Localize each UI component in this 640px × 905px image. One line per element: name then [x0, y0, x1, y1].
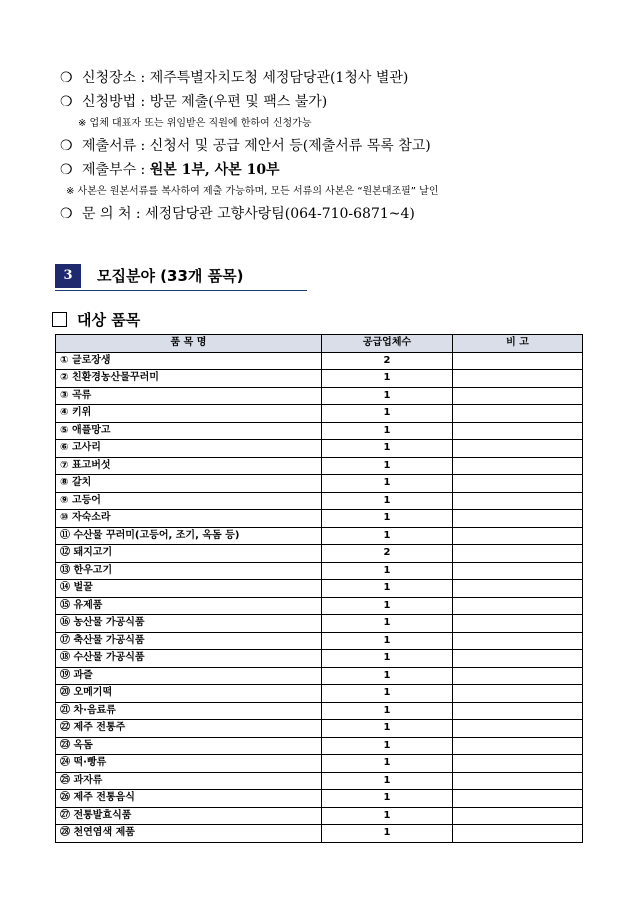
table-header-row	[56, 335, 583, 353]
remarks-cell	[453, 580, 583, 598]
table-row	[56, 737, 583, 755]
table-row	[56, 562, 583, 580]
remarks-cell	[453, 387, 583, 405]
supplier-count-cell: 1	[322, 755, 453, 773]
supplier-count-cell: 2	[322, 352, 453, 370]
supplier-count-cell: 1	[322, 422, 453, 440]
info-method: ❍ 신청방법 : 방문 제출(우편 및 팩스 불가)	[60, 90, 600, 114]
circle-bullet-icon: ❍	[60, 162, 73, 178]
table-row	[56, 387, 583, 405]
remarks-cell	[453, 422, 583, 440]
info-location: ❍ 신청장소 : 제주특별자치도청 세정담당관(1청사 별관)	[60, 66, 600, 90]
info-copies-note: ※ 사본은 원본서류를 복사하여 제출 가능하며, 모든 서류의 사본은 “원본대조필” 날인	[66, 186, 439, 197]
items-table	[55, 334, 583, 843]
table-row	[56, 527, 583, 545]
info-documents: ❍ 제출서류 : 신청서 및 공급 제안서 등(제출서류 목록 참고)	[60, 134, 600, 158]
supplier-count-cell: 1	[322, 492, 453, 510]
supplier-count-cell: 1	[322, 667, 453, 685]
item-name-cell: ⑰ 축산물 가공식품	[56, 632, 322, 650]
remarks-cell	[453, 755, 583, 773]
table-row	[56, 772, 583, 790]
remarks-cell	[453, 632, 583, 650]
remarks-cell	[453, 405, 583, 423]
table-row	[56, 790, 583, 808]
supplier-count-cell: 1	[322, 580, 453, 598]
info-contact: ❍ 문 의 처 : 세정담당관 고향사랑팀(064-710-6871~4)	[60, 202, 600, 226]
supplier-count-cell: 1	[322, 772, 453, 790]
supplier-count-cell: 1	[322, 387, 453, 405]
remarks-cell	[453, 352, 583, 370]
remarks-cell	[453, 597, 583, 615]
table-row	[56, 440, 583, 458]
table-row	[56, 667, 583, 685]
application-info	[60, 66, 600, 226]
remarks-cell	[453, 457, 583, 475]
supplier-count-cell: 1	[322, 615, 453, 633]
supplier-count-cell: 1	[322, 527, 453, 545]
item-name-cell: ㉕ 과자류	[56, 772, 322, 790]
item-name-cell: ⑭ 벌꿀	[56, 580, 322, 598]
table-row	[56, 650, 583, 668]
remarks-cell	[453, 527, 583, 545]
table-row	[56, 615, 583, 633]
supplier-count-cell: 1	[322, 405, 453, 423]
table-row	[56, 510, 583, 528]
table-row	[56, 580, 583, 598]
item-name-cell: ⑬ 한우고기	[56, 562, 322, 580]
circle-bullet-icon: ❍	[60, 70, 73, 86]
copies-value: 원본 1부, 사본 10부	[149, 162, 280, 178]
item-name-cell: ⑳ 오메기떡	[56, 685, 322, 703]
table-row	[56, 702, 583, 720]
supplier-count-cell: 1	[322, 650, 453, 668]
info-copies: ❍ 제출부수 : 원본 1부, 사본 10부	[60, 158, 600, 182]
item-name-cell: ⑫ 돼지고기	[56, 545, 322, 563]
circle-bullet-icon: ❍	[60, 206, 73, 222]
table-row	[56, 597, 583, 615]
supplier-count-cell: 1	[322, 562, 453, 580]
item-name-cell: ㉓ 옥돔	[56, 737, 322, 755]
circle-bullet-icon: ❍	[60, 94, 73, 110]
supplier-count-cell: 1	[322, 825, 453, 843]
item-name-cell: ⑥ 고사리	[56, 440, 322, 458]
supplier-count-cell: 1	[322, 790, 453, 808]
item-name-cell: ㉒ 제주 전통주	[56, 720, 322, 738]
item-name-cell: ⑮ 유제품	[56, 597, 322, 615]
table-row	[56, 492, 583, 510]
header-supplier-count: 공급업체수	[322, 335, 453, 353]
remarks-cell	[453, 790, 583, 808]
item-name-cell: ⑯ 농산물 가공식품	[56, 615, 322, 633]
header-item-name: 품 목 명	[56, 335, 322, 353]
supplier-count-cell: 2	[322, 545, 453, 563]
table-row	[56, 807, 583, 825]
supplier-count-cell: 1	[322, 510, 453, 528]
remarks-cell	[453, 562, 583, 580]
supplier-count-cell: 1	[322, 597, 453, 615]
circle-bullet-icon: ❍	[60, 138, 73, 154]
table-row	[56, 352, 583, 370]
supplier-count-cell: 1	[322, 475, 453, 493]
remarks-cell	[453, 807, 583, 825]
remarks-cell	[453, 825, 583, 843]
supplier-count-cell: 1	[322, 720, 453, 738]
item-name-cell: ③ 곡류	[56, 387, 322, 405]
supplier-count-cell: 1	[322, 440, 453, 458]
supplier-count-cell: 1	[322, 457, 453, 475]
item-name-cell: ⑪ 수산물 꾸러미(고등어, 조기, 옥돔 등)	[56, 527, 322, 545]
section-number: 3	[55, 264, 81, 288]
table-row	[56, 422, 583, 440]
section-heading	[55, 264, 307, 291]
section-title: 모집분야 (33개 품목)	[97, 267, 244, 285]
remarks-cell	[453, 475, 583, 493]
remarks-cell	[453, 492, 583, 510]
table-row	[56, 755, 583, 773]
table-row	[56, 475, 583, 493]
item-name-cell: ① 글로장생	[56, 352, 322, 370]
remarks-cell	[453, 545, 583, 563]
remarks-cell	[453, 650, 583, 668]
table-row	[56, 457, 583, 475]
item-name-cell: ⑦ 표고버섯	[56, 457, 322, 475]
supplier-count-cell: 1	[322, 370, 453, 388]
item-name-cell: ㉑ 차·음료류	[56, 702, 322, 720]
subheading-text: 대상 품목	[77, 310, 141, 329]
supplier-count-cell: 1	[322, 737, 453, 755]
remarks-cell	[453, 615, 583, 633]
remarks-cell	[453, 720, 583, 738]
table-row	[56, 405, 583, 423]
supplier-count-cell: 1	[322, 807, 453, 825]
table-row	[56, 545, 583, 563]
remarks-cell	[453, 440, 583, 458]
item-name-cell: ⑤ 애플망고	[56, 422, 322, 440]
item-name-cell: ⑨ 고등어	[56, 492, 322, 510]
remarks-cell	[453, 370, 583, 388]
item-name-cell: ㉘ 천연염색 제품	[56, 825, 322, 843]
remarks-cell	[453, 702, 583, 720]
supplier-count-cell: 1	[322, 632, 453, 650]
item-name-cell: ② 친환경농산물꾸러미	[56, 370, 322, 388]
header-remarks: 비 고	[453, 335, 583, 353]
remarks-cell	[453, 510, 583, 528]
item-name-cell: ⑩ 자숙소라	[56, 510, 322, 528]
item-name-cell: ㉖ 제주 전통음식	[56, 790, 322, 808]
supplier-count-cell: 1	[322, 685, 453, 703]
item-name-cell: ④ 키위	[56, 405, 322, 423]
table-row	[56, 720, 583, 738]
item-name-cell: ㉔ 떡·빵류	[56, 755, 322, 773]
table-body	[56, 352, 583, 842]
item-name-cell: ⑲ 과즐	[56, 667, 322, 685]
table-row	[56, 825, 583, 843]
remarks-cell	[453, 685, 583, 703]
square-checkbox-icon	[52, 312, 67, 327]
remarks-cell	[453, 737, 583, 755]
table-row	[56, 632, 583, 650]
item-name-cell: ⑧ 갈치	[56, 475, 322, 493]
remarks-cell	[453, 667, 583, 685]
supplier-count-cell: 1	[322, 702, 453, 720]
table-row	[56, 685, 583, 703]
remarks-cell	[453, 772, 583, 790]
item-name-cell: ㉗ 전통발효식품	[56, 807, 322, 825]
table-row	[56, 370, 583, 388]
item-name-cell: ⑱ 수산물 가공식품	[56, 650, 322, 668]
info-method-note: ※ 업체 대표자 또는 위임받은 직원에 한하여 신청가능	[78, 118, 312, 129]
subheading	[52, 307, 140, 331]
